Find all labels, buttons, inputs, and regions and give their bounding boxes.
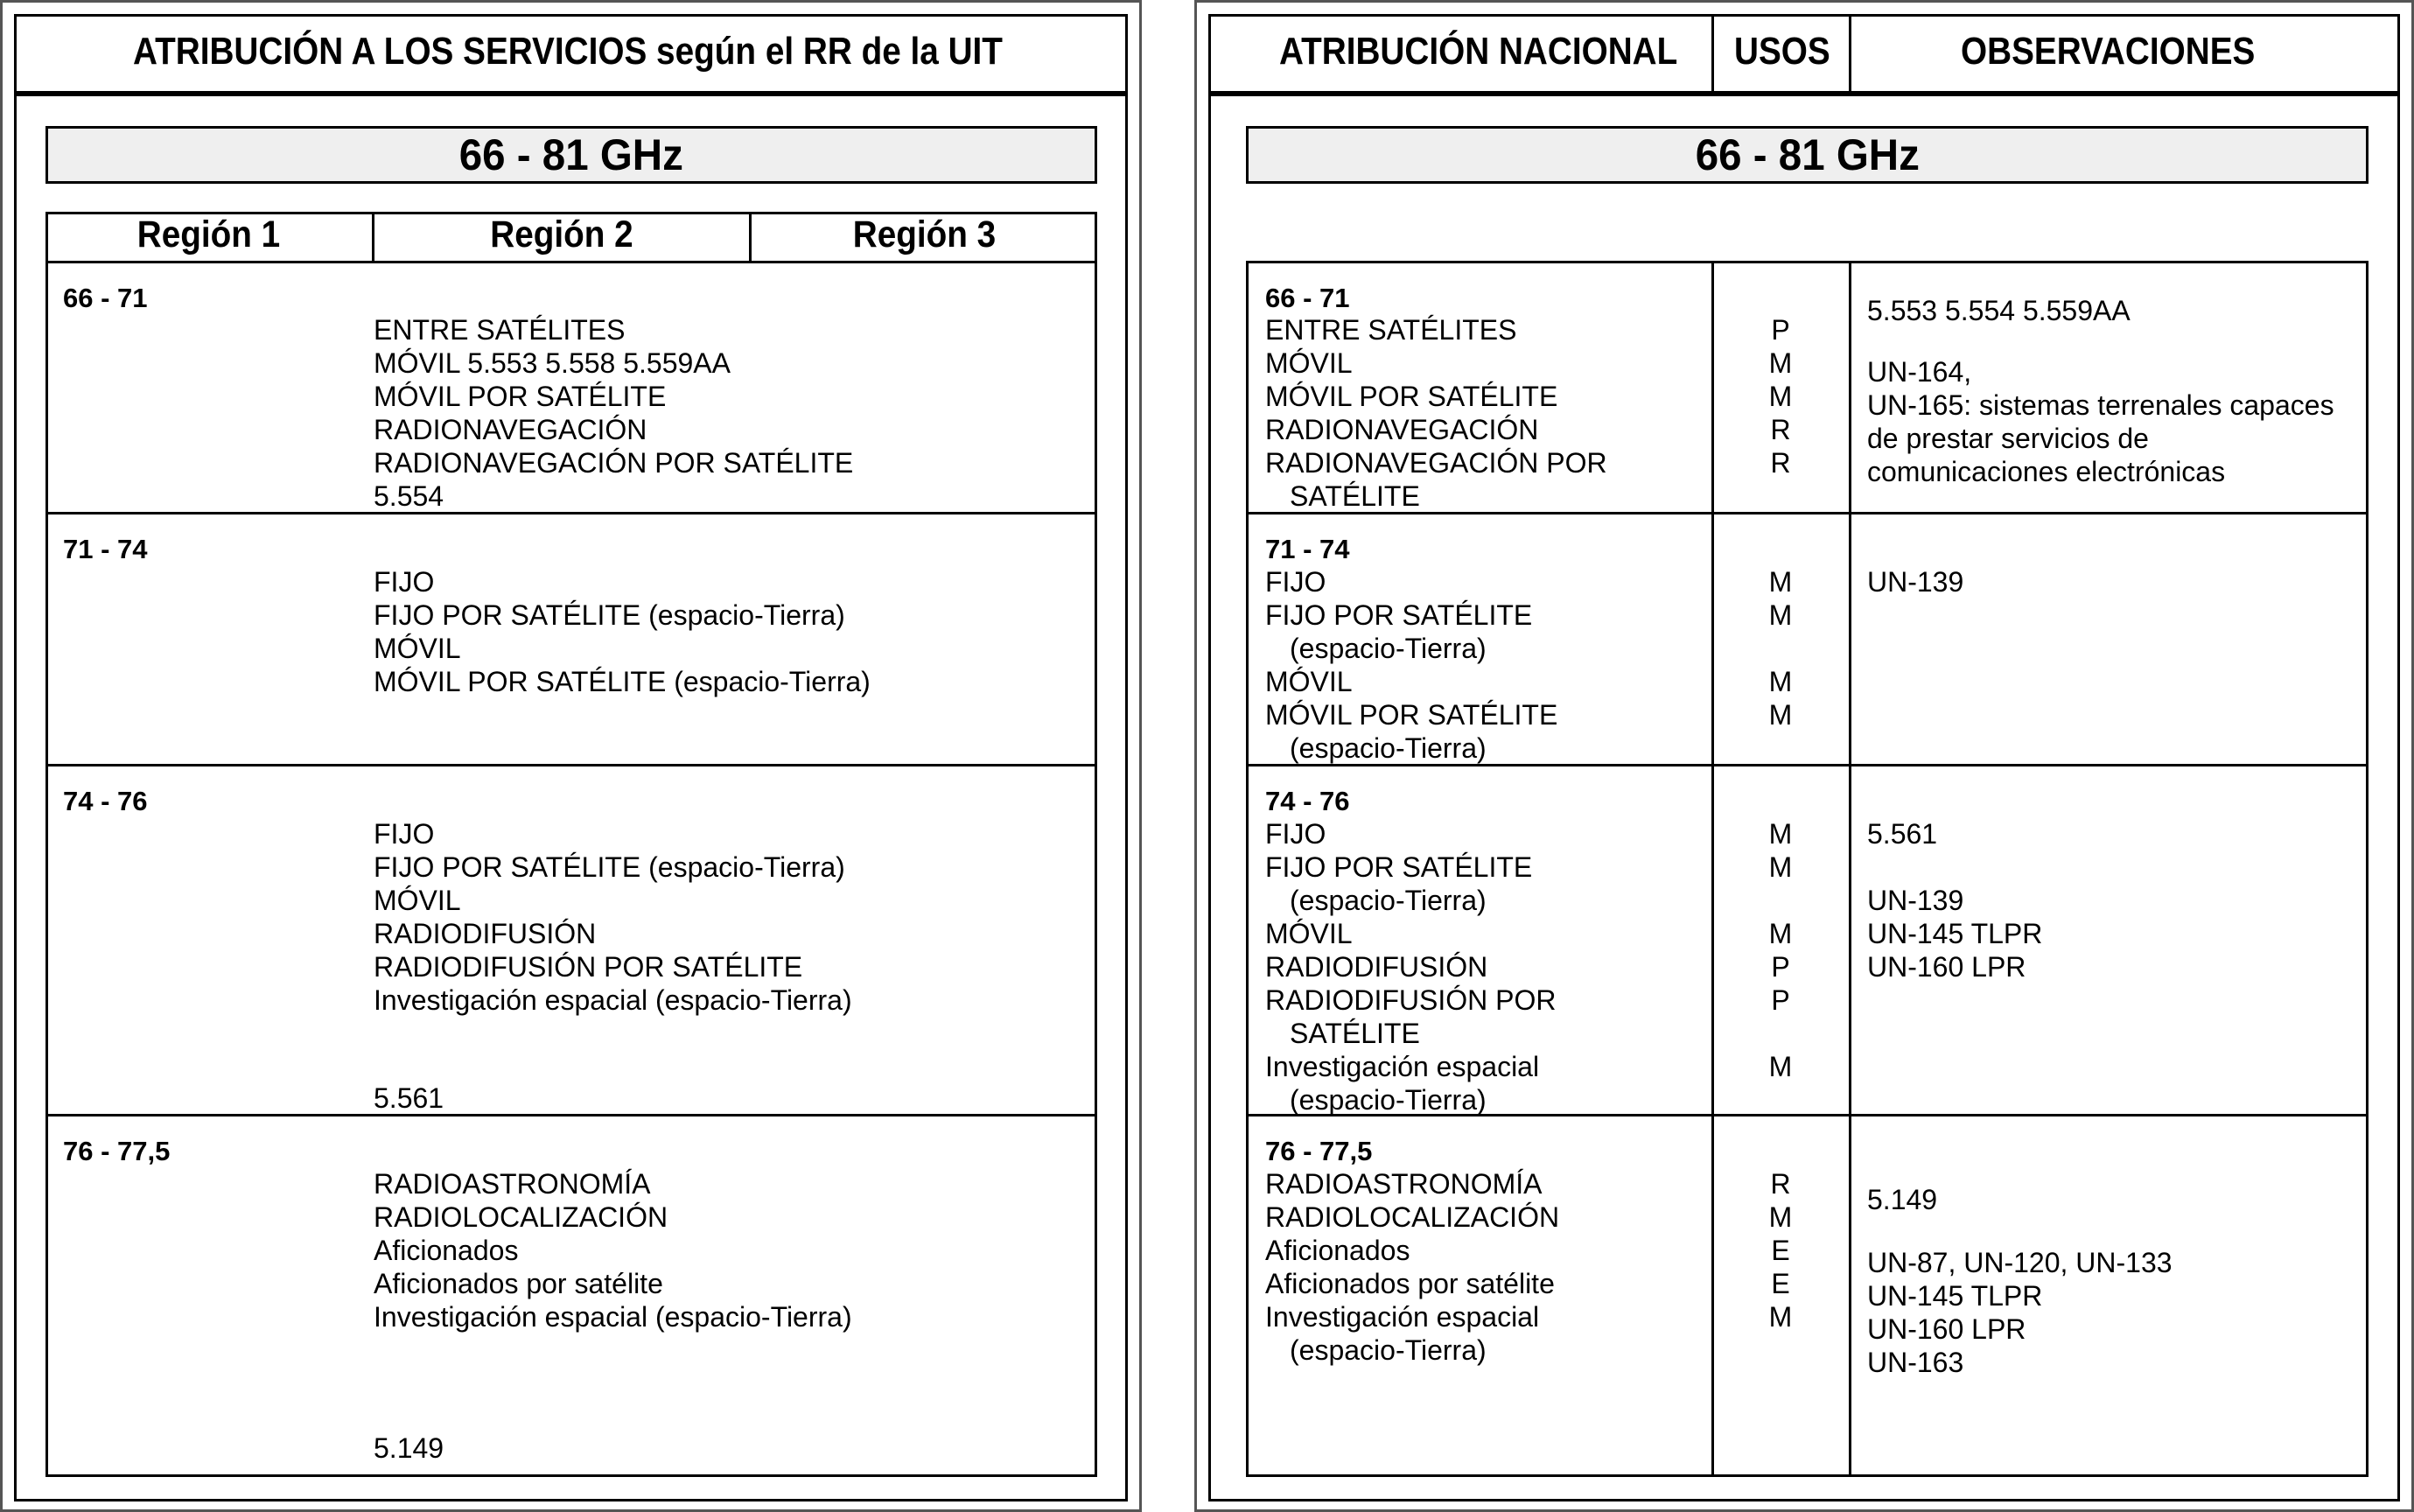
region-2-label: Región 2 [490, 214, 633, 256]
uso-code: M [1768, 1301, 1793, 1333]
obs-line [1867, 1216, 2173, 1246]
uso-code: M [1768, 1201, 1793, 1233]
uso-code: M [1768, 666, 1793, 697]
service-line: RADIOLOCALIZACIÓN [374, 1201, 668, 1233]
service-line: Aficionados por satélite [1265, 1268, 1555, 1299]
service-line: RADIONAVEGACIÓN POR SATÉLITE [374, 447, 854, 479]
usos-71-74 [1754, 565, 1807, 732]
service-line: FIJO POR SATÉLITE [1265, 851, 1533, 883]
service-line: SATÉLITE [1290, 1018, 1420, 1049]
right-services-76-77-5 [1265, 1167, 1559, 1367]
obs-line: UN-139 [1867, 566, 1964, 598]
left-services-76-77-5 [374, 1167, 852, 1334]
service-line: MÓVIL [374, 885, 461, 916]
obs-line: UN-163 [1867, 1347, 1964, 1378]
uso-code: M [1768, 699, 1793, 731]
service-line: MÓVIL POR SATÉLITE (espacio-Tierra) [374, 666, 871, 697]
obs-line: 5.149 [1867, 1184, 1938, 1215]
right-services-66-71 [1265, 313, 1607, 513]
service-line: (espacio-Tierra) [1290, 1084, 1487, 1116]
obs-line: UN-139 [1867, 885, 1964, 916]
left-row-divider [45, 764, 1097, 766]
service-line: MÓVIL [1265, 918, 1353, 949]
national-col-divider-2 [1849, 261, 1851, 1477]
obs-74-76 [1867, 817, 2042, 984]
right-services-74-76 [1265, 817, 1556, 1116]
uso-code [1754, 1017, 1807, 1050]
uso-code: E [1771, 1235, 1790, 1266]
service-line: RADIODIFUSIÓN [374, 918, 597, 949]
uso-code: M [1768, 851, 1793, 883]
left-region-divider-1 [372, 212, 374, 262]
uso-code: M [1768, 381, 1793, 412]
left-range-74-76: 74 - 76 [63, 786, 148, 816]
left-services-71-74 [374, 565, 871, 698]
obs-line: UN-87, UN-120, UN-133 [1867, 1247, 2173, 1278]
uso-code [1754, 884, 1807, 917]
service-line: RADIOASTRONOMÍA [374, 1168, 651, 1200]
obs-71-74 [1867, 565, 1963, 598]
obs-line [1867, 327, 2334, 355]
left-band-title [45, 126, 1097, 184]
service-line: FIJO POR SATÉLITE (espacio-Tierra) [374, 851, 845, 883]
service-line: (espacio-Tierra) [1290, 1334, 1487, 1366]
service-line: RADIONAVEGACIÓN POR [1265, 447, 1607, 479]
service-line: FIJO [374, 818, 435, 850]
right-range-76-77-5: 76 - 77,5 [1265, 1136, 1373, 1166]
service-line: SATÉLITE [1290, 480, 1420, 512]
service-line: Aficionados por satélite [374, 1268, 663, 1299]
uso-code: P [1771, 314, 1790, 346]
service-line: RADIODIFUSIÓN POR SATÉLITE [374, 951, 803, 983]
left-range-66-71: 66 - 71 [63, 283, 148, 313]
obs-line: UN-145 TLPR [1867, 1280, 2043, 1312]
service-line: Investigación espacial [1265, 1301, 1540, 1333]
service-line: Investigación espacial (espacio-Tierra) [374, 984, 852, 1016]
right-range-71-74: 71 - 74 [1265, 534, 1350, 564]
left-header-title: ATRIBUCIÓN A LOS SERVICIOS según el RR de la UIT [133, 30, 1003, 73]
left-services-74-76 [374, 817, 852, 1017]
uso-code: M [1768, 347, 1793, 379]
uso-code: M [1768, 599, 1793, 631]
service-line: MÓVIL [1265, 347, 1353, 379]
region-3-label: Región 3 [852, 214, 997, 256]
service-line: 5.554 [374, 480, 444, 512]
service-line: FIJO POR SATÉLITE (espacio-Tierra) [374, 599, 845, 631]
obs-line: 5.561 [1867, 818, 1938, 850]
uso-code: P [1771, 984, 1790, 1016]
service-line: RADIOLOCALIZACIÓN [1265, 1201, 1560, 1233]
uso-code: P [1771, 951, 1790, 983]
right-band-title [1246, 126, 2369, 184]
right-services-71-74 [1265, 565, 1557, 765]
uso-code: E [1771, 1268, 1790, 1299]
uso-code: M [1768, 818, 1793, 850]
service-line: MÓVIL POR SATÉLITE [1265, 381, 1558, 412]
left-region-header-divider [45, 261, 1097, 263]
usos-66-71 [1754, 313, 1807, 480]
uso-code: R [1770, 447, 1791, 479]
region-1-label: Región 1 [136, 214, 281, 256]
national-col-divider-1 [1711, 261, 1714, 1477]
obs-line [1867, 850, 2042, 884]
service-line: MÓVIL 5.553 5.558 5.559AA [374, 347, 731, 379]
service-line: Investigación espacial (espacio-Tierra) [374, 1301, 852, 1333]
service-line: (espacio-Tierra) [1290, 732, 1487, 764]
uso-code: R [1770, 1168, 1791, 1200]
service-line: FIJO [1265, 566, 1326, 598]
left-range-76-77-5: 76 - 77,5 [63, 1136, 171, 1166]
obs-line: de prestar servicios de [1867, 423, 2149, 454]
obs-line: UN-160 LPR [1867, 1313, 2026, 1345]
right-band-text: 66 - 81 GHz [1695, 130, 1920, 179]
service-line: RADIONAVEGACIÓN [374, 414, 647, 445]
service-line: (espacio-Tierra) [1290, 885, 1487, 916]
left-services-66-71 [374, 313, 853, 513]
right-header-usos: USOS [1734, 30, 1830, 73]
uso-code: M [1768, 1051, 1793, 1082]
right-range-74-76: 74 - 76 [1265, 786, 1350, 816]
service-line: FIJO POR SATÉLITE [1265, 599, 1533, 631]
service-line: (espacio-Tierra) [1290, 633, 1487, 664]
service-line: RADIODIFUSIÓN POR [1265, 984, 1557, 1016]
obs-line: UN-165: sistemas terrenales capaces [1867, 389, 2334, 421]
right-header-nacional: ATRIBUCIÓN NACIONAL [1279, 30, 1678, 73]
obs-line: UN-164, [1867, 356, 1972, 388]
left-range-71-74: 71 - 74 [63, 534, 148, 564]
left-band-text: 66 - 81 GHz [458, 130, 684, 179]
left-region-divider-2 [749, 212, 752, 262]
service-line: RADIODIFUSIÓN [1265, 951, 1488, 983]
service-line: Investigación espacial [1265, 1051, 1540, 1082]
right-header-observaciones: OBSERVACIONES [1961, 30, 2256, 73]
uso-code: R [1770, 414, 1791, 445]
service-line: ENTRE SATÉLITES [374, 314, 626, 346]
right-range-66-71: 66 - 71 [1265, 283, 1350, 313]
obs-line: 5.553 5.554 5.559AA [1867, 295, 2131, 326]
usos-74-76 [1754, 817, 1807, 1083]
service-line: MÓVIL [1265, 666, 1353, 697]
left-footnote-76-77-5: 5.149 [374, 1432, 444, 1464]
left-row-divider [45, 1114, 1097, 1116]
obs-line: UN-145 TLPR [1867, 918, 2043, 949]
service-line: RADIOASTRONOMÍA [1265, 1168, 1543, 1200]
service-line: Aficionados [1265, 1235, 1410, 1266]
right-header-divider-1 [1711, 14, 1714, 93]
obs-66-71 [1867, 294, 2334, 488]
service-line: MÓVIL POR SATÉLITE [1265, 699, 1558, 731]
service-line: ENTRE SATÉLITES [1265, 314, 1517, 346]
uso-code: M [1768, 918, 1793, 949]
service-line: RADIONAVEGACIÓN [1265, 414, 1539, 445]
service-line: FIJO [1265, 818, 1326, 850]
service-line: MÓVIL POR SATÉLITE [374, 381, 667, 412]
service-line: MÓVIL [374, 633, 461, 664]
obs-line: comunicaciones electrónicas [1867, 456, 2226, 487]
left-footnote-74-76: 5.561 [374, 1082, 444, 1114]
uso-code: M [1768, 566, 1793, 598]
usos-76-77-5 [1754, 1167, 1807, 1334]
service-line: FIJO [374, 566, 435, 598]
obs-76-77-5 [1867, 1183, 2173, 1379]
right-header-divider-2 [1849, 14, 1851, 93]
uso-code [1754, 632, 1807, 665]
obs-line: UN-160 LPR [1867, 951, 2026, 983]
service-line: Aficionados [374, 1235, 519, 1266]
